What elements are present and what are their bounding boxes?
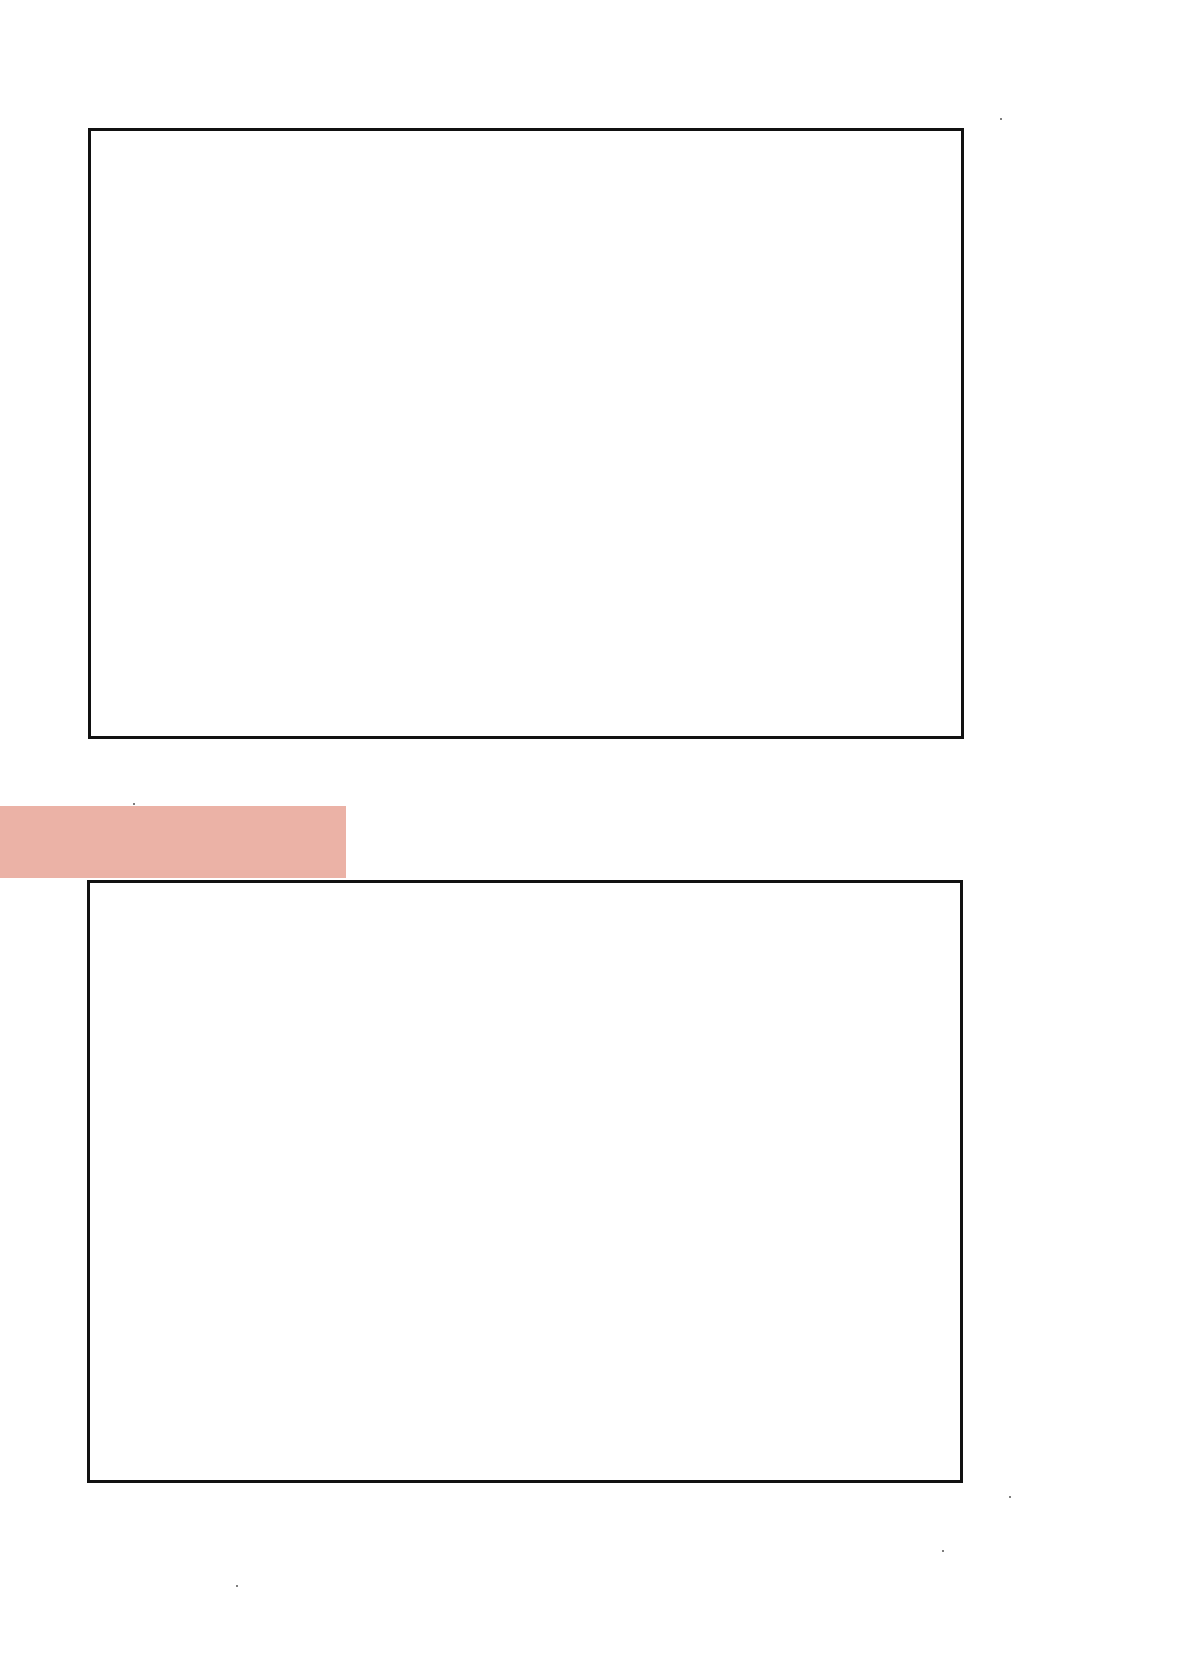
speck (1009, 1496, 1011, 1498)
top-page (88, 128, 964, 739)
speck (1000, 118, 1002, 120)
speck (236, 1585, 238, 1587)
bottom-page (87, 880, 963, 1483)
speck (133, 803, 135, 805)
watermark-banner (0, 806, 346, 878)
speck (942, 1550, 944, 1552)
